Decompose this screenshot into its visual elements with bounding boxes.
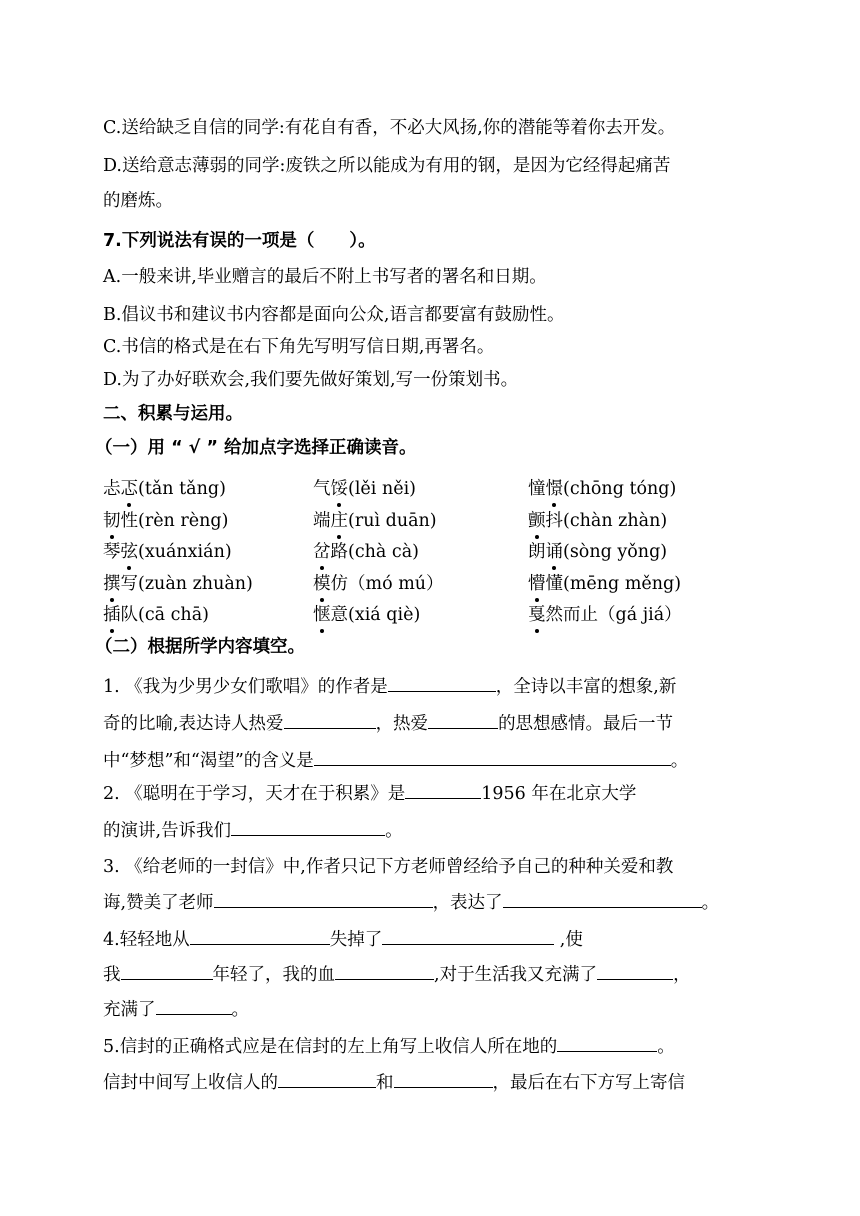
answer-blank[interactable]	[278, 1070, 376, 1088]
answer-blank[interactable]	[388, 674, 496, 692]
fill-q5-line2: 信封中间写上收信人的 和 ，最后在右下方写上寄信	[103, 1070, 685, 1094]
pinyin-item: 插队(cā chā)	[103, 605, 209, 625]
dotted-character: 颤	[528, 511, 546, 531]
q7-option-d: D.为了办好联欢会,我们要先做好策划,写一份策划书。	[103, 370, 519, 390]
answer-blank[interactable]	[597, 962, 673, 980]
dotted-character: 忑	[120, 479, 138, 499]
pinyin-item: 戛然而止（gá jiá）	[528, 605, 682, 625]
part1-title: （一）用 “ √ ” 给加点字选择正确读音。	[95, 438, 417, 458]
q7-option-a: A.一般来讲,毕业赠言的最后不附上书写者的署名和日期。	[103, 267, 547, 287]
dotted-character: 插	[103, 605, 121, 625]
q7-stem: 7.下列说法有误的一项是（ ）。	[103, 231, 376, 251]
answer-blank[interactable]	[428, 711, 498, 729]
pinyin-item: 颤抖(chàn zhàn)	[528, 511, 668, 531]
answer-blank[interactable]	[503, 890, 702, 908]
fill-q1-line1: 1. 《我为少男少女们歌唱》的作者是 ，全诗以丰富的想象,新	[103, 674, 676, 698]
fill-q3-line2: 诲,赞美了老师 ，表达了 。	[103, 890, 719, 914]
pinyin-item: 撰写(zuàn zhuàn)	[103, 574, 253, 594]
answer-blank[interactable]	[314, 748, 671, 766]
fill-q2-line1: 2. 《聪明在于学习，天才在于积累》是 1956 年在北京大学	[103, 781, 636, 805]
fill-q3-line1: 3. 《给老师的一封信》中,作者只记下方老师曾经给予自己的种种关爱和教	[103, 857, 674, 877]
fill-q1-line2: 奇的比喻,表达诗人热爱 ，热爱 的思想感情。最后一节	[103, 711, 673, 735]
q7-option-c: C.书信的格式是在右下角先写明写信日期,再署名。	[103, 337, 495, 357]
pinyin-item: 模仿（mó mú）	[313, 574, 444, 594]
fill-q1-line3: 中“梦想”和“渴望”的含义是 。	[103, 748, 688, 772]
answer-blank[interactable]	[214, 890, 433, 908]
answer-blank[interactable]	[284, 711, 376, 729]
q6-option-c: C.送给缺乏自信的同学:有花自有香，不必大风扬,你的潜能等着你去开发。	[103, 118, 676, 138]
answer-blank[interactable]	[335, 962, 434, 980]
answer-blank[interactable]	[231, 818, 385, 836]
q6-option-d-line1: D.送给意志薄弱的同学:废铁之所以能成为有用的钢，是因为它经得起痛苦	[103, 156, 671, 176]
dotted-character: 懵	[528, 574, 546, 594]
answer-blank[interactable]	[394, 1070, 493, 1088]
part2-title: （二）根据所学内容填空。	[95, 637, 305, 657]
pinyin-item: 惬意(xiá qiè)	[313, 605, 421, 625]
pinyin-item: 朗诵(sòng yǒng)	[528, 542, 668, 562]
dotted-character: 韧	[103, 511, 121, 531]
fill-q5-line1: 5.信封的正确格式应是在信封的左上角写上收信人所在地的 。	[103, 1034, 675, 1058]
pinyin-item: 懵懂(mēng měng)	[528, 574, 682, 594]
pinyin-item: 端庄(ruì duān)	[313, 511, 437, 531]
fill-q4-line2: 我 年轻了，我的血 ,对于生活我又充满了 ，	[103, 962, 691, 986]
answer-blank[interactable]	[190, 927, 330, 945]
pinyin-item: 琴弦(xuánxián)	[103, 542, 232, 562]
fill-q4-line3: 充满了 。	[103, 997, 249, 1021]
fill-q4-line1: 4.轻轻地从 失掉了 ,使	[103, 927, 583, 951]
fill-q2-line2: 的演讲,告诉我们 。	[103, 818, 403, 842]
dotted-character: 憬	[545, 479, 563, 499]
section-title: 二、积累与运用。	[103, 404, 243, 424]
answer-blank[interactable]	[121, 962, 213, 980]
pinyin-item: 气馁(lěi něi)	[313, 479, 416, 499]
answer-blank[interactable]	[382, 927, 554, 945]
dotted-character: 庄	[330, 511, 348, 531]
pinyin-item: 岔路(chà cà)	[313, 542, 419, 562]
dotted-character: 戛	[528, 605, 546, 625]
dotted-character: 弦	[120, 542, 138, 562]
dotted-character: 馁	[330, 479, 348, 499]
dotted-character: 岔	[313, 542, 331, 562]
answer-blank[interactable]	[156, 997, 232, 1015]
pinyin-item: 忐忑(tǎn tǎng)	[103, 479, 226, 499]
dotted-character: 诵	[545, 542, 563, 562]
dotted-character: 惬	[313, 605, 331, 625]
dotted-character: 撰	[103, 574, 121, 594]
answer-blank[interactable]	[557, 1034, 657, 1052]
q7-option-b: B.倡议书和建议书内容都是面向公众,语言都要富有鼓励性。	[103, 305, 565, 325]
pinyin-item: 韧性(rèn rèng)	[103, 511, 229, 531]
q6-option-d-line2: 的磨炼。	[103, 191, 173, 211]
answer-blank[interactable]	[405, 781, 481, 799]
pinyin-item: 憧憬(chōng tóng)	[528, 479, 677, 499]
dotted-character: 模	[313, 574, 331, 594]
